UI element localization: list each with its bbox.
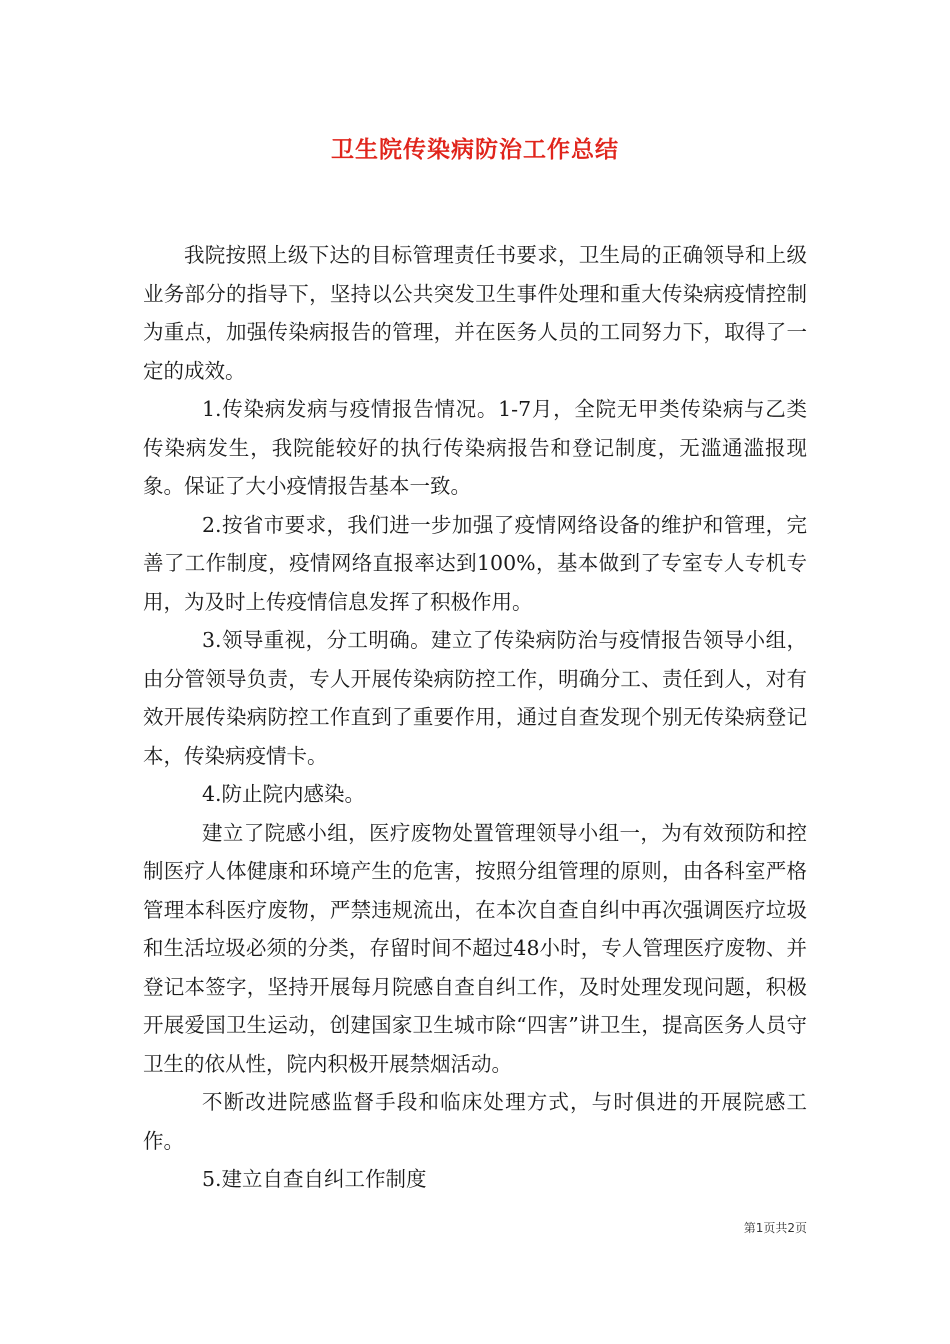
paragraph-improvement: 不断改进院感监督手段和临床处理方式，与时俱进的开展院感工作。: [143, 1090, 807, 1153]
paragraph-item-1: 1.传染病发病与疫情报告情况。1-7月，全院无甲类传染病与乙类传染病发生，我院能较好的执行传染病报告和登记制度，无滥通滥报现象。保证了大小疫情报告基本一致。: [143, 397, 807, 498]
paragraph-item-5: 5.建立自查自纠工作制度: [202, 1167, 427, 1191]
paragraph-item-3: 3.领导重视，分工明确。建立了传染病防治与疫情报告领导小组，由分管领导负责，专人开展传染病防控工作，明确分工、责任到人，对有效开展传染病防控工作直到了重要作用，通过自查发现个别无传染病登记本，传染病疫情卡。: [143, 628, 807, 768]
paragraph-item-4: 4.防止院内感染。: [202, 782, 366, 806]
document-body: [143, 236, 807, 1199]
paragraph-item-2: 2.按省市要求，我们进一步加强了疫情网络设备的维护和管理，完善了工作制度，疫情网络直报率达到100%，基本做到了专室专人专机专用，为及时上传疫情信息发挥了积极作用。: [143, 512, 807, 614]
page-number-footer: 第1页共2页: [743, 1221, 807, 1235]
paragraph-infection-control: 建立了院感小组，医疗废物处置管理领导小组一，为有效预防和控制医疗人体健康和环境产生的危害，按照分组管理的原则，由各科室严格管理本科医疗废物，严禁违规流出，在本次自查自纠中再次强调医疗垃圾和生活垃圾必须的分类，存留时间不超过48小时，专人管理医疗废物、并登记本签字，坚持开展每月院感自查自纠工作，及时处理发现问题，积极开展爱国卫生运动，创建国家卫生城市除“四害”讲卫生，提高医务人员守卫生的依从性，院内积极开展禁烟活动。: [143, 820, 807, 1076]
paragraph-intro: 我院按照上级下达的目标管理责任书要求，卫生局的正确领导和上级业务部分的指导下，坚持以公共突发卫生事件处理和重大传染病疫情控制为重点，加强传染病报告的管理，并在医务人员的工同努力下，取得了一定的成效。: [143, 243, 807, 383]
document-title: 卫生院传染病防治工作总结: [331, 136, 619, 163]
